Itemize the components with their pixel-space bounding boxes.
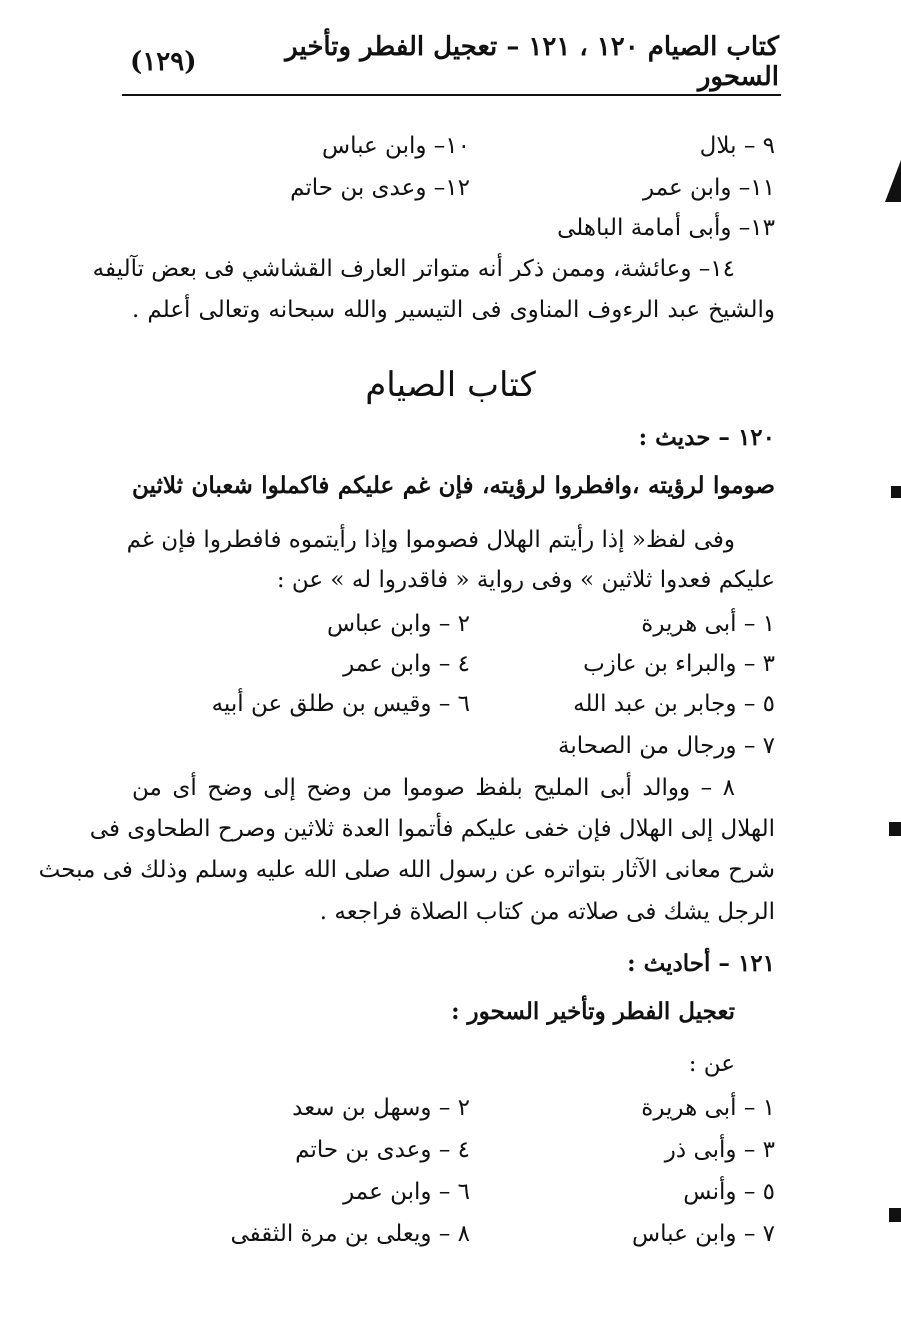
from-label: عن : — [688, 1051, 735, 1077]
hadith-text: صوموا لرؤيته ،وافطروا لرؤيته، فإن غم عليكم فاكملوا شعبان ثلاثين — [132, 472, 775, 499]
list-item: ٧ – ورجال من الصحابة — [557, 733, 775, 759]
scan-edge-mark — [885, 160, 901, 202]
scan-edge-mark — [891, 486, 901, 498]
paragraph-line: ١٤– وعائشة، وممن ذكر أنه متواتر العارف القشاشي فى بعض تآليفه — [92, 256, 735, 282]
list-item: ١ – أبى هريرة — [641, 1095, 775, 1121]
list-row — [132, 170, 775, 206]
list-item: ٦ – وقيس بن طلق عن أبيه — [211, 691, 470, 717]
list-item: ٧ – وابن عباس — [632, 1221, 775, 1247]
list-item: ٢ – وابن عباس — [327, 611, 470, 637]
header-title: كتاب الصيام ١٢٠ ، ١٢١ – تعجيل الفطر وتأخير السحور — [285, 32, 779, 92]
paragraph-line: ٨ – ووالد أبى المليح بلفظ صوموا من وضح إلى وضح أى من — [132, 775, 735, 801]
list-item: ٨ – ويعلى بن مرة الثقفى — [230, 1221, 470, 1247]
paragraph-line: شرح معانى الآثار بتواتره عن رسول الله صلى الله عليه وسلم وذلك فى مبحث — [38, 857, 775, 883]
list-item: ١٣– وأبى أمامة الباهلى — [557, 215, 775, 241]
paragraph-line: الهلال إلى الهلال فإن خفى عليكم فأتموا العدة ثلاثين وصرح الطحاوى فى — [89, 816, 775, 842]
list-row — [132, 686, 775, 722]
paragraph-line: الرجل يشك فى صلاته من كتاب الصلاة فراجعه . — [319, 899, 775, 925]
running-header — [130, 32, 779, 92]
list-row — [132, 1090, 775, 1126]
list-row — [132, 1174, 775, 1210]
paragraph-line: عليكم فعدوا ثلاثين » وفى رواية « فاقدروا له » عن : — [276, 567, 775, 593]
list-item: ٥ – وجابر بن عبد الله — [573, 691, 775, 717]
hadith-heading: ١٢١ – أحاديث : — [627, 950, 775, 977]
list-item: ١٢– وعدى بن حاتم — [290, 175, 470, 201]
list-row — [132, 128, 775, 164]
list-item: ٣ – وأبى ذر — [664, 1137, 775, 1163]
list-row — [132, 606, 775, 642]
list-item: ٦ – وابن عمر — [343, 1179, 470, 1205]
list-item: ٢ – وسهل بن سعد — [292, 1095, 470, 1121]
list-item: ٥ – وأنس — [683, 1179, 775, 1205]
page-number: (١٢٩) — [130, 47, 197, 77]
list-row — [132, 1216, 775, 1252]
hadith-subheading: تعجيل الفطر وتأخير السحور : — [451, 998, 735, 1025]
list-item: ٩ – بلال — [699, 133, 775, 159]
list-item: ١٠– وابن عباس — [322, 133, 470, 159]
list-item: ٤ – وابن عمر — [343, 651, 470, 677]
scan-edge-mark — [889, 822, 901, 836]
hadith-heading: ١٢٠ – حديث : — [638, 424, 775, 451]
chapter-title: كتاب الصيام — [365, 365, 536, 405]
header-rule — [122, 94, 781, 96]
list-row — [132, 1132, 775, 1168]
list-item: ٤ – وعدى بن حاتم — [295, 1137, 470, 1163]
list-row — [132, 646, 775, 682]
paragraph-line: وفى لفظ« إذا رأيتم الهلال فصوموا وإذا رأيتموه فافطروا فإن غم — [126, 527, 735, 553]
list-item: ١١– وابن عمر — [643, 175, 775, 201]
scan-edge-mark — [889, 1208, 901, 1222]
paragraph-line: والشيخ عبد الرءوف المناوى فى التيسير والله سبحانه وتعالى أعلم . — [132, 297, 775, 323]
list-item: ١ – أبى هريرة — [641, 611, 775, 637]
list-item: ٣ – والبراء بن عازب — [583, 651, 775, 677]
